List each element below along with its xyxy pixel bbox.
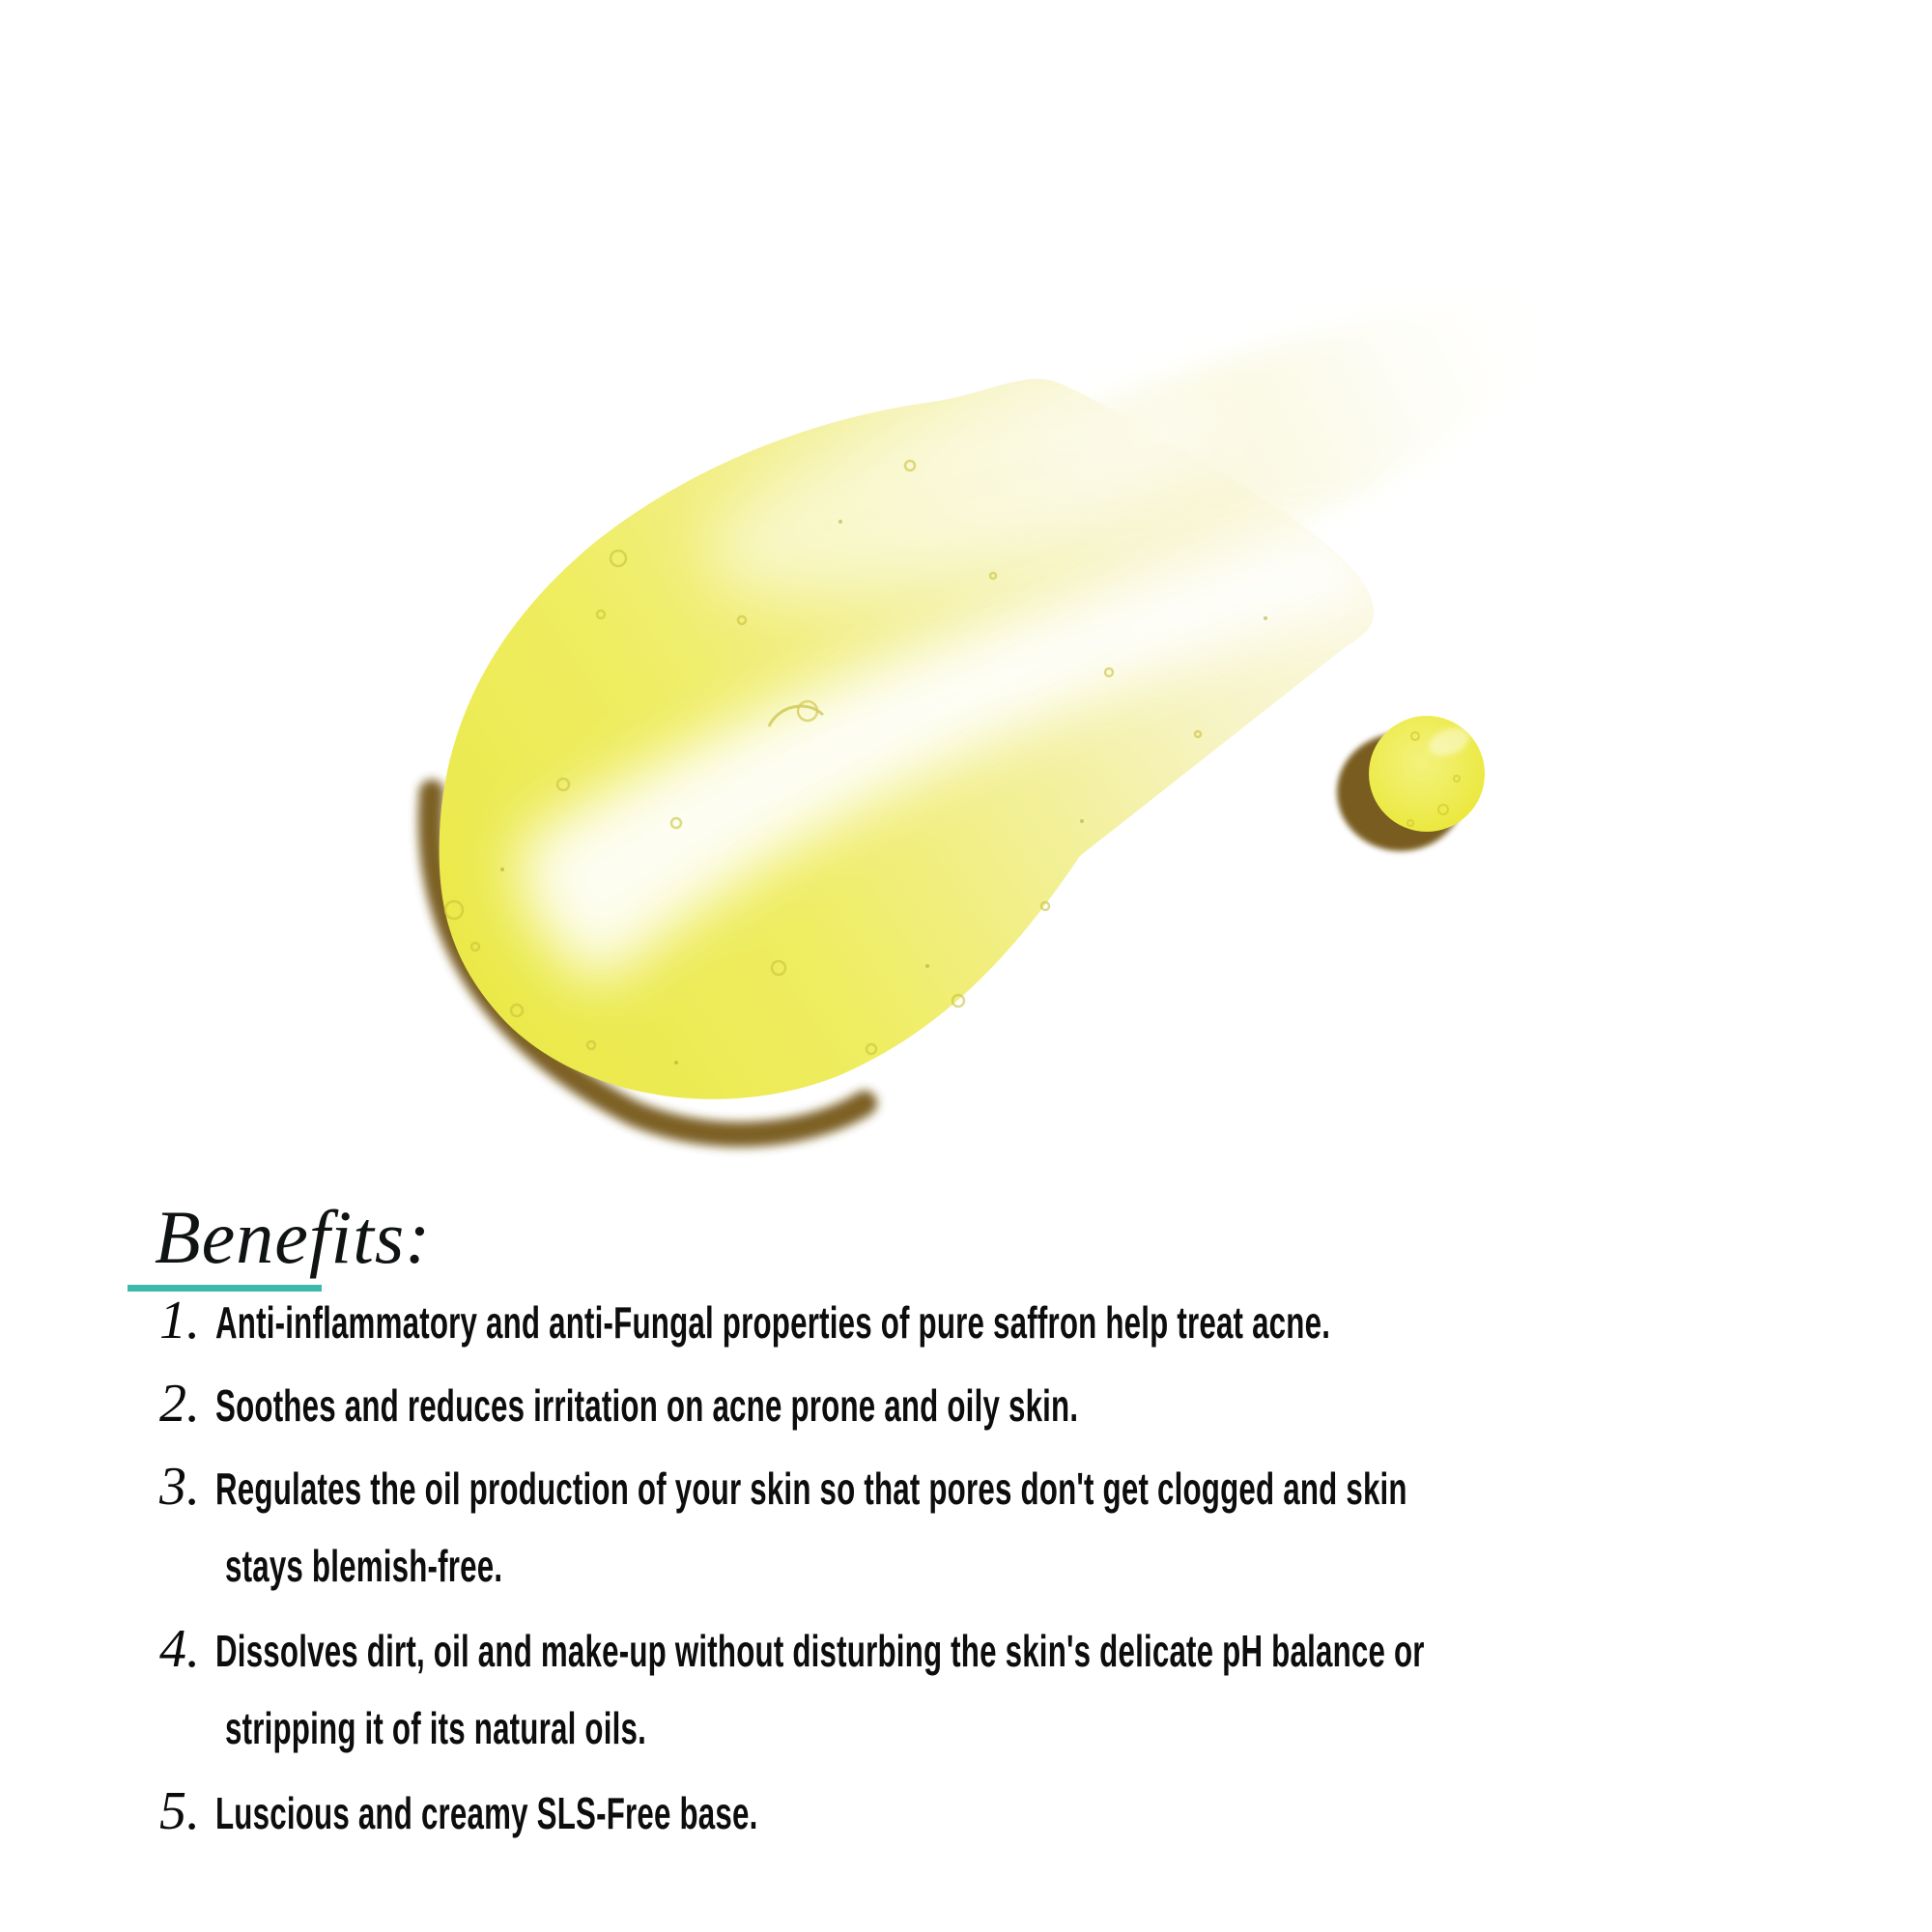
benefit-line [159, 1609, 1705, 1689]
benefit-item [159, 1364, 1705, 1443]
benefit-text: Regulates the oil production of your skin so that pores don't get clogged and skin [215, 1463, 1407, 1514]
benefit-item [159, 1281, 1705, 1360]
benefit-item [159, 1772, 1705, 1851]
benefits-heading: Benefits: [155, 1195, 432, 1279]
gel-swatch-image [367, 222, 1604, 1159]
benefits-list [159, 1281, 1705, 1855]
gel-droplet [1337, 716, 1485, 851]
benefit-text: stripping it of its natural oils. [225, 1703, 646, 1753]
benefit-line [159, 1447, 1705, 1526]
benefit-line [159, 1364, 1705, 1443]
benefit-line [159, 1689, 1705, 1768]
benefit-item [159, 1609, 1705, 1768]
benefit-item [159, 1447, 1705, 1605]
benefit-number: 5. [159, 1781, 200, 1841]
benefit-text: Dissolves dirt, oil and make-up without disturbing the skin's delicate pH balance or [215, 1626, 1425, 1676]
benefit-text: Luscious and creamy SLS-Free base. [215, 1788, 758, 1838]
benefit-number: 2. [159, 1374, 200, 1434]
benefit-text: Anti-inflammatory and anti-Fungal properties of pure saffron help treat acne. [215, 1297, 1331, 1348]
benefit-number: 1. [159, 1291, 200, 1350]
benefit-line [159, 1526, 1705, 1605]
benefit-text: Soothes and reduces irritation on acne prone and oily skin. [215, 1380, 1079, 1431]
benefit-line [159, 1281, 1705, 1360]
benefit-line [159, 1772, 1705, 1851]
benefit-number: 4. [159, 1619, 200, 1679]
benefit-text: stays blemish-free. [225, 1541, 503, 1591]
benefit-number: 3. [159, 1457, 200, 1517]
